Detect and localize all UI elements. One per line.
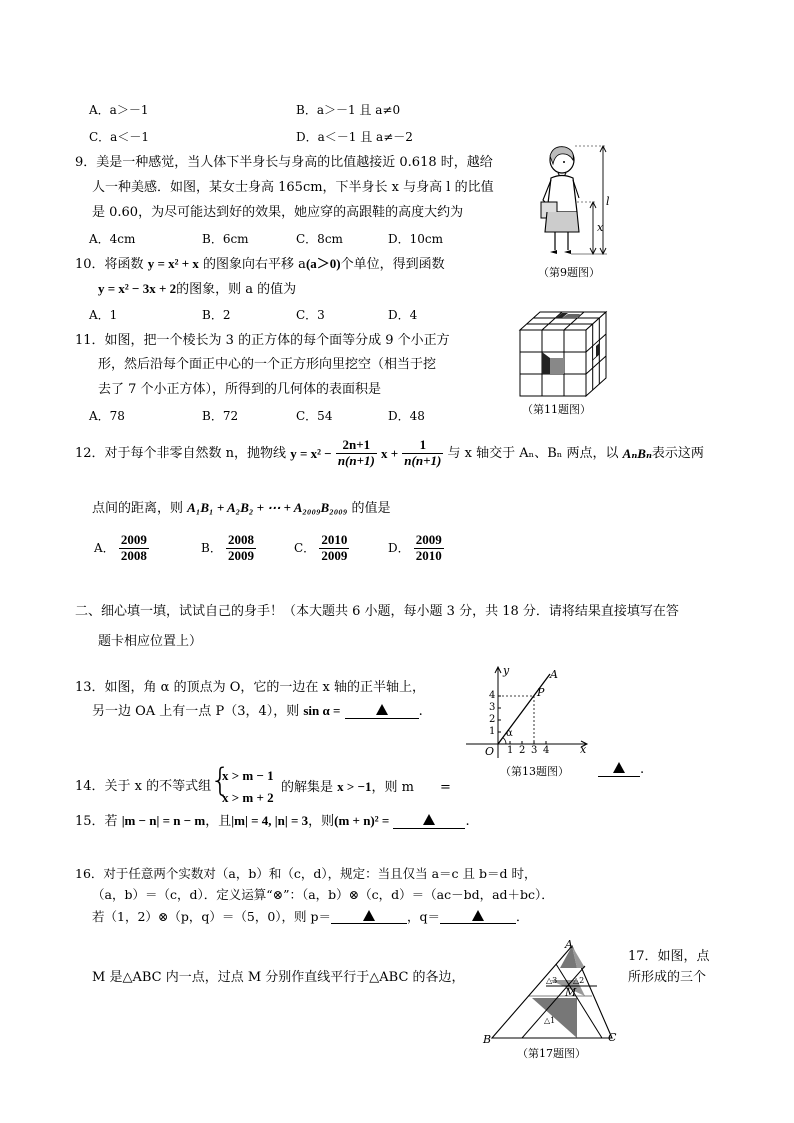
q17-right-1: 17．如图，点 (628, 949, 710, 964)
q16-text-a: 若（1，2）⊗（p，q）＝（5，0），则 p＝ (92, 909, 332, 924)
q12-option-b (201, 533, 256, 564)
q12-text-c: 表示这两 (651, 445, 704, 461)
q8-option-d: D．a＜－1 且 a≠－2 (296, 130, 413, 144)
q15-line (75, 813, 470, 830)
q12-option-b-frac (226, 533, 256, 564)
q17-label-t1: △1 (544, 1016, 556, 1025)
q14-end: . (640, 762, 645, 777)
triangle-icon (423, 814, 435, 825)
q10-option-d: D．4 (388, 308, 418, 322)
q13-point-p-label: P (537, 686, 545, 699)
q12-option-d-label: D． (388, 541, 410, 556)
q15-expr-3: (m + n)² = (334, 813, 390, 828)
q12-line-2 (92, 500, 390, 517)
q11-line-1: 11．如图，把一个棱长为 3 的正方体的每个面等分成 9 个小正方 (75, 333, 450, 348)
q12-fraction-1 (336, 438, 377, 469)
q17-right-2: 所形成的三个 (628, 970, 707, 985)
q12-text-a: 12．对于每个非零自然数 n，抛物线 (75, 445, 287, 461)
q17-label-a: A (565, 938, 573, 951)
q10-line-2 (98, 281, 296, 298)
q12-option-a-frac (119, 533, 149, 564)
q12-option-d (388, 533, 444, 564)
q12-frac1-num: 2n+1 (336, 438, 377, 454)
q14-text-c: ，则 m = (371, 780, 451, 795)
q17-label-m: M (565, 986, 577, 999)
q15-expr-1: |m − n| = n − m (121, 813, 206, 828)
q12-frac1-den: n(n+1) (337, 452, 375, 468)
q16-line-3 (92, 909, 529, 924)
q9-option-c: C．8cm (296, 232, 343, 246)
q12-frac2-num: 1 (402, 438, 443, 454)
q16-q-blank[interactable] (440, 909, 516, 924)
q13-line-2: 另一边 OA 上有一点 P（3，4），则 sin α = . (92, 703, 423, 719)
q11-caption: （第11题图） (522, 403, 591, 416)
q9-line-1: 9．美是一种感觉，当人体下半身长与身高的比值越接近 0.618 时，越给 (75, 155, 493, 170)
q11-cube-figure (518, 308, 610, 400)
q17-label-b: B (483, 1033, 492, 1046)
section-2-heading: 二、细心填一填，试试自己的身手！（本大题共 6 小题，每小题 3 分，共 18 分．请将结果直接填写在答 (75, 604, 679, 619)
q10-func-1: y = x² + x (147, 256, 199, 271)
q10-text-a: 10．将函数 (75, 257, 144, 272)
q11-line-3: 去了 7 个小正方体），所得到的几何体的表面积是 (98, 382, 382, 397)
q8-option-c: C．a＜－1 (89, 130, 149, 144)
q13-xtick-1: 1 (507, 745, 514, 756)
q10-option-c: C．3 (296, 308, 325, 322)
q14-text-b: 的解集是 (281, 780, 334, 795)
q12-text-e: 的值是 (351, 501, 391, 516)
q12-option-b-label: B． (201, 541, 222, 556)
q12-line-1 (75, 438, 704, 469)
q17-label-t2: △2 (573, 976, 585, 985)
triangle-icon (363, 910, 375, 921)
q16-end: ． (516, 909, 529, 924)
q13-sin: sin α = (303, 703, 341, 718)
q16-line-2: （a，b）＝（c，d）．定义运算“⊗”：（a，b）⊗（c，d）＝（ac－bd，ad＋bc）． (92, 887, 554, 902)
q12-frac2-den: n(n+1) (404, 452, 442, 468)
triangle-icon (472, 910, 484, 921)
q8-option-b: B．a＞－1 且 a≠0 (296, 103, 401, 117)
q16-text-b: ，q＝ (407, 909, 441, 924)
q14-text-a: 14．关于 x 的不等式组 (75, 779, 212, 794)
q12-fraction-2 (402, 438, 443, 469)
q9-line-2: 人一种美感．如图，某女士身高 165cm，下半身长 x 与身高 l 的比值 (92, 180, 494, 195)
q10-condition: (a＞0) (305, 256, 341, 271)
q13-axis-y-label: y (503, 664, 510, 677)
q11-option-b: B．72 (202, 409, 239, 423)
q13-axes-figure (462, 664, 592, 760)
q11-line-2: 形，然后沿每个面正中心的一个正方形向里挖空（相当于挖 (98, 357, 437, 372)
q13-ytick-3: 3 (489, 702, 496, 713)
q14-brace: { (210, 761, 231, 799)
q17-label-c: C (608, 1031, 617, 1044)
q17-label-t3: △3 (546, 976, 558, 985)
q12-option-a-num: 2009 (120, 532, 147, 547)
q12-option-a-den: 2008 (120, 547, 147, 563)
q12-option-c-den: 2009 (321, 547, 348, 563)
q10-option-b: B．2 (202, 308, 231, 322)
q15-text-c: ，则 (308, 814, 335, 829)
q11-option-c: C．54 (296, 409, 333, 423)
q12-option-d-den: 2010 (415, 547, 442, 563)
triangle-icon (376, 704, 388, 715)
q12-option-c-num: 2010 (321, 532, 348, 547)
q12-option-b-num: 2008 (227, 532, 254, 547)
q13-axis-x-label: x (580, 743, 587, 756)
q13-ytick-4: 4 (489, 690, 496, 701)
q9-option-d: D．10cm (388, 232, 443, 246)
q11-option-d: D．48 (388, 409, 425, 423)
q13-xtick-3: 3 (531, 745, 538, 756)
q10-option-a: A．1 (89, 308, 118, 322)
q10-func-2: y = x² − 3x + 2 (98, 281, 177, 296)
q14-answer-blank[interactable] (598, 762, 640, 777)
q10-text-b: 的图象向右平移 a (203, 257, 306, 272)
q10-text-e: 的图象，则 a 的值为 (176, 282, 297, 297)
q13-alpha-label: α (506, 728, 513, 739)
q11-option-a: A．78 (89, 409, 125, 423)
q9-line-3: 是 0.60，为尽可能达到好的效果，她应穿的高跟鞋的高度大约为 (92, 205, 464, 220)
q14-system-1: x > m − 1 (222, 768, 274, 783)
q12-y-part: y = x² − (290, 445, 332, 461)
q17-line: M 是△ABC 内一点，过点 M 分别作直线平行于△ABC 的各边， (92, 970, 465, 985)
q13-origin-label: O (485, 745, 495, 758)
q13-text-a: 另一边 OA 上有一点 P（3，4），则 (92, 704, 300, 719)
q12-option-a-label: A． (94, 541, 115, 556)
q15-text-b: ，且 (205, 814, 232, 829)
q10-text-d: 个单位，得到函数 (340, 257, 445, 272)
q10-line-1 (75, 256, 445, 273)
q13-point-a-label: A (550, 668, 558, 681)
q17-triangle-figure (482, 940, 622, 1044)
q13-ytick-2: 2 (489, 714, 496, 725)
q12-option-c-label: C． (294, 541, 316, 556)
q9-option-b: B．6cm (202, 232, 249, 246)
q15-answer-blank[interactable] (393, 814, 465, 829)
section-2-heading-cont: 题卡相应位置上） (98, 634, 203, 649)
q14-system-2: x > m + 2 (222, 790, 274, 805)
q14-solution: x > −1 (337, 779, 372, 794)
q12-option-c (294, 533, 349, 564)
q12-x-plus: x + (380, 445, 399, 461)
q12-option-d-frac (414, 533, 444, 564)
q13-line-1: 13．如图，角 α 的顶点为 O，它的一边在 x 轴的正半轴上， (75, 680, 425, 695)
q13-xtick-4: 4 (543, 745, 550, 756)
q8-option-a: A．a＞－1 (89, 103, 149, 117)
q15-end: . (465, 814, 470, 829)
q16-p-blank[interactable] (331, 909, 407, 924)
q12-option-d-num: 2009 (415, 532, 442, 547)
q12-option-c-frac (319, 533, 349, 564)
q13-ytick-1: 1 (489, 726, 496, 737)
q15-expr-2: |m| = 4, |n| = 3 (231, 813, 309, 828)
q14-answer-area (598, 762, 644, 778)
triangle-icon (613, 762, 625, 773)
q12-option-a (94, 533, 149, 564)
q13-answer-blank[interactable] (345, 704, 419, 719)
q13-caption: （第13题图） (500, 765, 569, 778)
q15-text-a: 15．若 (75, 814, 118, 829)
q12-anbn: AₙBₙ (622, 445, 652, 461)
q9-caption: （第9题图） (538, 266, 600, 279)
q12-text-b: 与 x 轴交于 Aₙ、Bₙ 两点，以 (447, 445, 619, 461)
q13-xtick-2: 2 (519, 745, 526, 756)
q9-label-x: x (597, 221, 604, 234)
q12-text-d: 点间的距离，则 (92, 501, 184, 516)
q12-sum: A₁B₁ + A₂B₂ + ⋯ + A₂₀₀₉B₂₀₀₉ (187, 500, 348, 515)
q14-line-rest (281, 779, 451, 796)
q9-option-a: A．4cm (89, 232, 136, 246)
q16-line-1: 16．对于任意两个实数对（a，b）和（c，d），规定：当且仅当 a＝c 且 b＝d 时， (75, 866, 537, 881)
q12-option-b-den: 2009 (227, 547, 254, 563)
q9-label-l: l (606, 195, 610, 208)
q17-caption: （第17题图） (517, 1047, 586, 1060)
